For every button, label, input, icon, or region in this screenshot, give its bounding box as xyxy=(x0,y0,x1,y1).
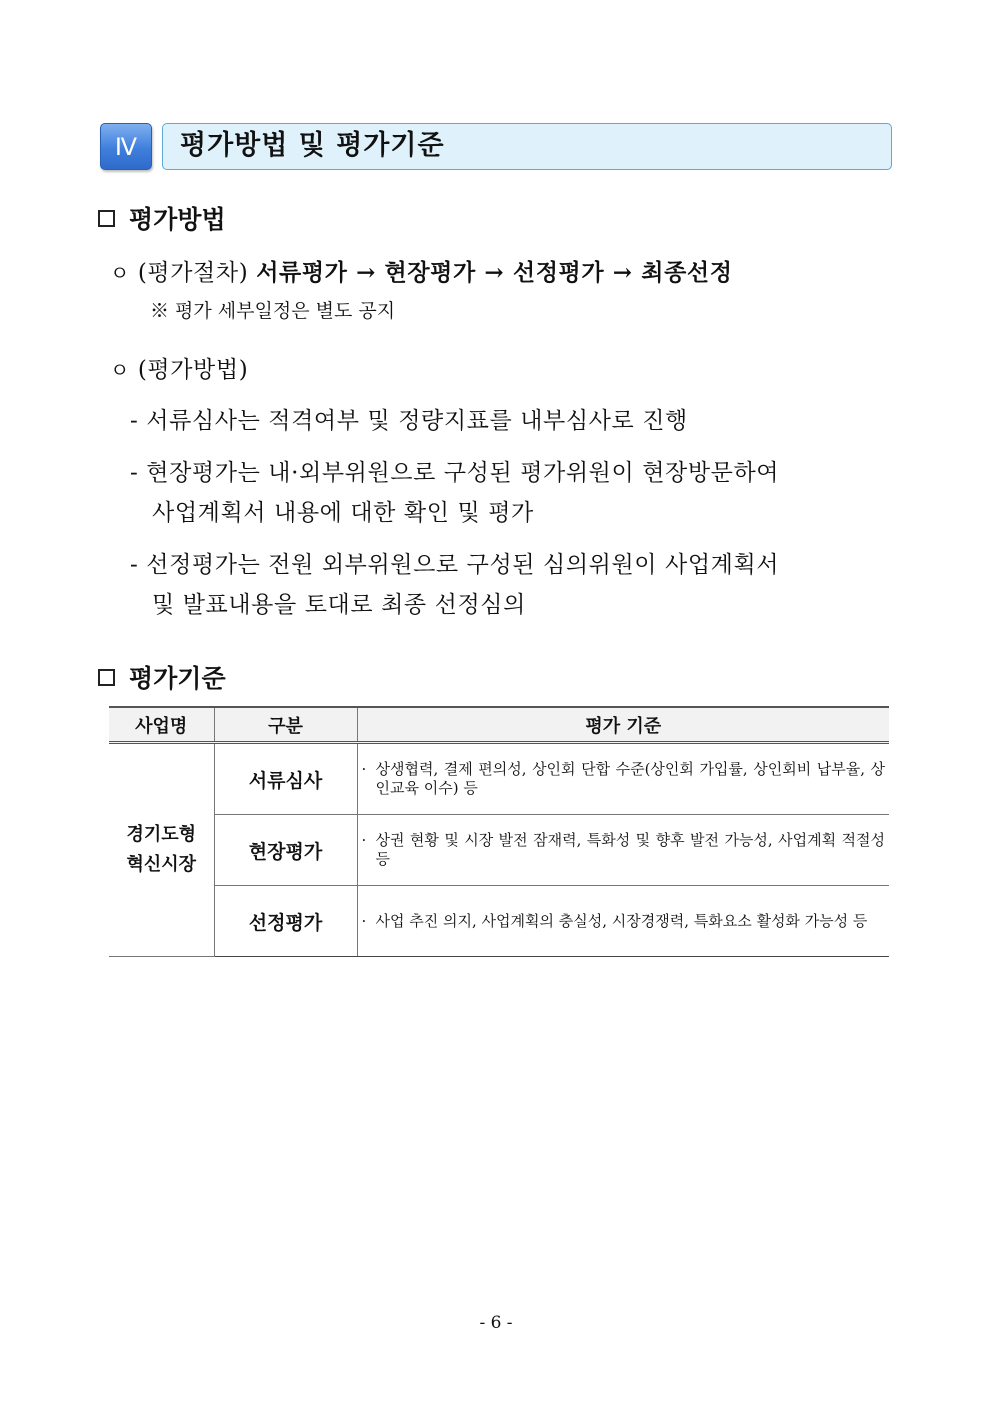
criteria-text: 상생협력, 결제 편의성, 상인회 단합 수준(상인회 가입률, 상인회비 납부율, 상인교육 이수) 등 xyxy=(375,760,885,797)
method-line xyxy=(110,355,248,385)
table-row xyxy=(109,886,889,957)
page-number: - 6 - xyxy=(479,1313,513,1333)
dash-bullet: - xyxy=(130,552,147,578)
method-item-2 xyxy=(130,458,779,488)
square-bullet-icon xyxy=(98,669,115,686)
method-label: (평가방법) xyxy=(137,357,249,383)
criteria-cell xyxy=(357,743,889,815)
circle-bullet-icon: ㅇ xyxy=(110,261,130,285)
method-item-3 xyxy=(130,550,779,580)
chapter-title: 평가방법 및 평가기준 xyxy=(180,130,445,161)
method-item-text: 선정평가는 전원 외부위원으로 구성된 심의위원이 사업계획서 xyxy=(146,552,780,578)
chapter-number-badge: Ⅳ xyxy=(100,123,152,170)
section-title: 평가기준 xyxy=(129,664,226,693)
header-criteria: 평가 기준 xyxy=(357,707,889,743)
criteria-text: 사업 추진 의지, 사업계획의 충실성, 시장경쟁력, 특화요소 활성화 가능성 등 xyxy=(375,911,868,930)
procedure-label: (평가절차) xyxy=(137,260,249,286)
category-cell: 현장평가 xyxy=(214,815,357,886)
header-business: 사업명 xyxy=(109,707,214,743)
schedule-note: ※ 평가 세부일정은 별도 공지 xyxy=(150,300,396,322)
table-row xyxy=(109,815,889,886)
method-item-2-cont: 사업계획서 내용에 대한 확인 및 평가 xyxy=(152,500,534,526)
procedure-line xyxy=(110,258,733,288)
circle-bullet-icon: ㅇ xyxy=(110,358,130,382)
dot-bullet: · xyxy=(361,911,367,930)
table-header-row xyxy=(109,707,889,743)
category-cell: 서류심사 xyxy=(214,743,357,815)
section-title: 평가방법 xyxy=(129,205,226,234)
method-item-text: 현장평가는 내·외부위원으로 구성된 평가위원이 현장방문하여 xyxy=(146,460,780,486)
business-name-line: 혁신시장 xyxy=(126,854,197,875)
criteria-cell xyxy=(357,815,889,886)
dash-bullet: - xyxy=(130,460,147,486)
header-category: 구분 xyxy=(214,707,357,743)
square-bullet-icon xyxy=(98,210,115,227)
section-heading-criteria xyxy=(98,662,226,696)
category-cell: 선정평가 xyxy=(214,886,357,957)
method-item-1 xyxy=(130,406,688,436)
business-name-cell xyxy=(109,743,214,957)
criteria-table xyxy=(109,706,889,957)
dot-bullet: · xyxy=(361,760,367,778)
dot-bullet: · xyxy=(361,831,367,849)
section-heading-method xyxy=(98,203,226,237)
business-name-line: 경기도형 xyxy=(126,824,197,845)
dash-bullet: - xyxy=(130,408,147,434)
procedure-steps: 서류평가 → 현장평가 → 선정평가 → 최종선정 xyxy=(256,259,733,286)
method-item-text: 서류심사는 적격여부 및 정량지표를 내부심사로 진행 xyxy=(146,408,688,434)
table-row xyxy=(109,743,889,815)
criteria-cell xyxy=(357,886,889,957)
method-item-3-cont: 및 발표내용을 토대로 최종 선정심의 xyxy=(152,592,526,618)
criteria-text: 상권 현황 및 시장 발전 잠재력, 특화성 및 향후 발전 가능성, 사업계획 적절성 등 xyxy=(375,831,885,868)
